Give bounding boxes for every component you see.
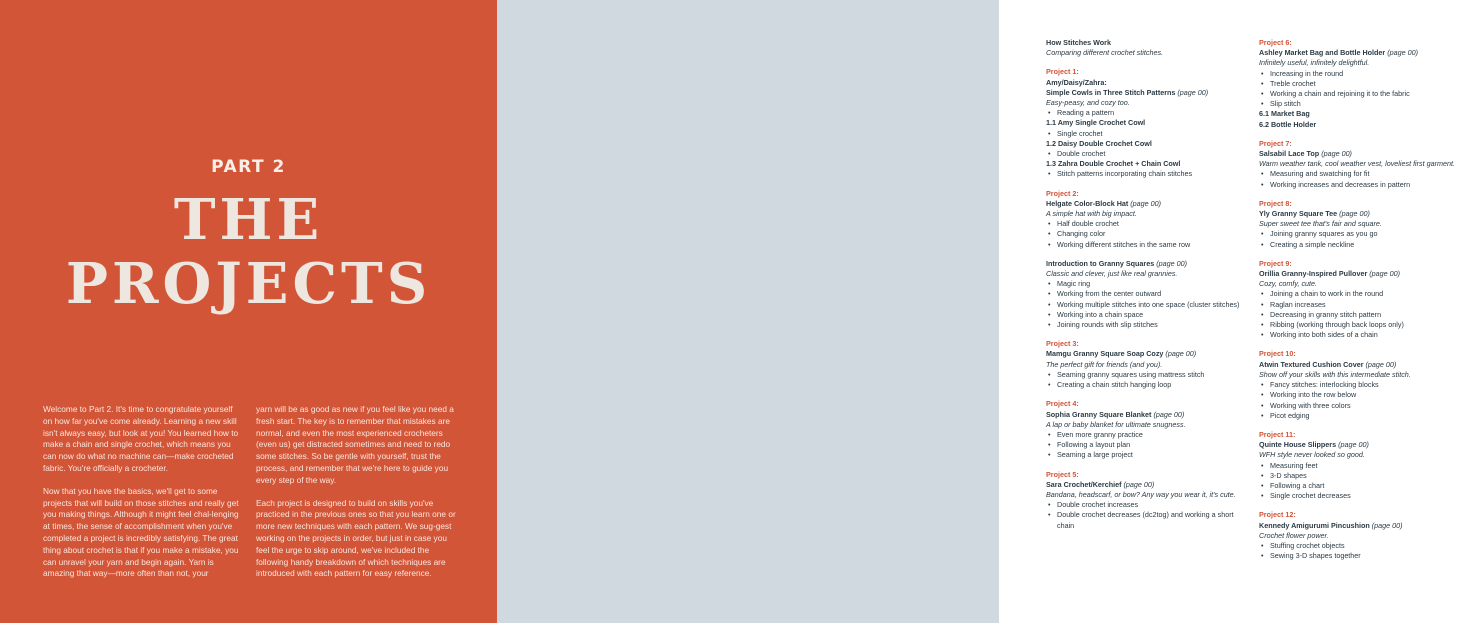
toc-entry	[1259, 510, 1459, 561]
toc-project-number: Project 4:	[1046, 399, 1079, 409]
toc-technique-list	[1046, 370, 1246, 390]
toc-title-text: Quinte House Slippers	[1259, 440, 1337, 450]
toc-project-number: Project 3:	[1046, 339, 1079, 349]
toc-project-number: Project 8:	[1259, 198, 1292, 208]
right-page	[497, 0, 1456, 623]
toc-technique-list	[1259, 541, 1459, 561]
toc-page-ref: (page 00)	[1177, 87, 1209, 97]
toc-entry	[1046, 259, 1246, 330]
toc-technique-item: • Increasing in the round	[1270, 69, 1459, 79]
title-line-1: THE	[173, 187, 324, 253]
toc-tagline: The perfect gift for friends (and you).	[1046, 359, 1163, 369]
toc-page-ref: (page 00)	[1156, 258, 1188, 268]
toc-technique-item: • Sewing 3-D shapes together	[1270, 551, 1459, 561]
toc-technique-item: • Decreasing in granny stitch pattern	[1270, 310, 1459, 320]
toc-entry	[1046, 399, 1246, 460]
toc-technique-item: • Working from the center outward	[1057, 289, 1246, 299]
toc-tagline: A simple hat with big impact.	[1046, 209, 1137, 219]
toc-entry-title	[1259, 360, 1459, 370]
toc-technique-item: • Joining granny squares as you go	[1270, 229, 1459, 239]
toc-column-right	[1259, 38, 1459, 570]
toc-entry-title	[1046, 199, 1246, 209]
part-label: PART 2	[211, 157, 286, 177]
toc-technique-item: • Working into a chain space	[1057, 310, 1246, 320]
toc-technique-item: • Measuring and swatching for fit	[1270, 169, 1459, 179]
toc-technique-item: • Raglan increases	[1270, 300, 1459, 310]
toc-entry	[1046, 67, 1246, 179]
intro-paragraph: Welcome to Part 2. It's time to congratulate yourself on how far you've come already. Learning a new skill isn't always easy, but look at you! You learned how to make a chain and single crochet, which means you can now do what no machine can—make crocheted fabric. You're officially a crocheter.	[43, 404, 239, 473]
toc-entry	[1046, 38, 1246, 58]
toc-subpattern: 1.2 Daisy Double Crochet Cowl	[1046, 138, 1152, 148]
toc-technique-list	[1259, 69, 1459, 110]
toc-tagline: Easy-peasy, and cozy too.	[1046, 98, 1130, 108]
toc-tagline: Super sweet tee that's fair and square.	[1259, 219, 1382, 229]
toc-technique-item: • Working multiple stitches into one space (cluster stitches)	[1057, 300, 1246, 310]
toc-entry-title	[1046, 259, 1246, 269]
toc-project-number: Project 12:	[1259, 510, 1296, 520]
toc-entry-title: Amy/Daisy/Zahra:	[1046, 77, 1107, 87]
toc-technique-item: • 3-D shapes	[1270, 471, 1459, 481]
intro-column-1	[43, 404, 243, 591]
toc-technique-list	[1259, 229, 1459, 249]
toc-tagline: Warm weather tank, cool weather vest, loveliest first garment.	[1259, 159, 1456, 169]
toc-technique-item: • Following a chart	[1270, 481, 1459, 491]
toc-project-number: Project 5:	[1046, 469, 1079, 479]
toc-technique-item: • Changing color	[1057, 229, 1246, 239]
toc-tagline: WFH style never looked so good.	[1259, 450, 1365, 460]
toc-page-ref: (page 00)	[1321, 149, 1352, 159]
toc-technique-item: • Treble crochet	[1270, 79, 1459, 89]
toc-technique-item: • Reading a pattern	[1057, 108, 1246, 118]
toc-entry	[1259, 349, 1459, 420]
toc-title-text: Sara Crochet/Kerchief	[1046, 479, 1122, 489]
toc-page-ref: (page 00)	[1371, 520, 1403, 530]
toc-technique-item: • Working different stitches in the same row	[1057, 240, 1246, 250]
intro-paragraph: Each project is designed to build on skills you've practiced in the previous ones so that you learn one or more new techniques with each pattern. We sug-gest working on the projects in order, but just in case you feel the urge to skip around, we've included the following handy breakdown of which techniques are introduced with each pattern for easy reference.	[256, 497, 456, 579]
toc-title-text: Orillia Granny-Inspired Pullover	[1259, 269, 1368, 279]
toc-title-text: Yly Granny Square Tee	[1259, 209, 1338, 219]
toc-technique-list	[1046, 129, 1246, 139]
toc-technique-item: • Seaming a large project	[1057, 450, 1246, 460]
toc-page-ref: (page 00)	[1365, 359, 1397, 369]
toc-tagline: Show off your skills with this intermediate stitch.	[1259, 369, 1411, 379]
toc-entry-title	[1046, 88, 1246, 98]
toc-technique-item: • Picot edging	[1270, 411, 1459, 421]
toc-entry-title	[1046, 480, 1246, 490]
toc-project-number: Project 1:	[1046, 67, 1079, 77]
toc-title-text: Mamgu Granny Square Soap Cozy	[1046, 349, 1164, 359]
toc-entry	[1259, 199, 1459, 250]
toc-technique-item: • Working with three colors	[1270, 401, 1459, 411]
toc-technique-item: • Working a chain and rejoining it to the fabric	[1270, 89, 1459, 99]
title-line-2: PROJECTS	[65, 251, 432, 317]
toc-title-text: How Stitches Work	[1046, 38, 1111, 47]
toc-technique-item: • Measuring feet	[1270, 461, 1459, 471]
toc-technique-item: • Stuffing crochet objects	[1270, 541, 1459, 551]
toc-entry-title	[1259, 209, 1459, 219]
toc-project-number: Project 10:	[1259, 349, 1296, 359]
toc-technique-list	[1259, 169, 1459, 189]
toc-title-text: Sophia Granny Square Blanket	[1046, 409, 1152, 419]
toc-title-text: Atwin Textured Cushion Cover	[1259, 359, 1364, 369]
toc-project-number: Project 6:	[1259, 38, 1292, 47]
toc-entry	[1259, 430, 1459, 501]
toc-technique-item: • Single crochet	[1057, 129, 1246, 139]
intro-paragraph: Now that you have the basics, we'll get to some projects that will build on those stitches and really get you making things. Although it might feel chal-lenging at times, the sense of accomplishment when you've completed a project is incredibly satisfying. The great thing about crochet is that if you make a mistake, you can unravel your yarn and begin again. Yarn is amazing that way—more often than not, your	[43, 485, 239, 579]
toc-page-ref: (page 00)	[1123, 479, 1155, 489]
toc-subpattern: 1.3 Zahra Double Crochet + Chain Cowl	[1046, 159, 1181, 169]
toc-technique-item: • Joining a chain to work in the round	[1270, 289, 1459, 299]
toc-technique-list	[1046, 500, 1246, 531]
toc-project-number: Project 7:	[1259, 138, 1292, 148]
toc-technique-item: • Slip stitch	[1270, 99, 1459, 109]
toc-technique-list	[1259, 380, 1459, 421]
toc-technique-list	[1046, 279, 1246, 330]
toc-page-ref: (page 00)	[1153, 409, 1185, 419]
toc-technique-item: • Working increases and decreases in pattern	[1270, 180, 1459, 190]
toc-project-number: Project 9:	[1259, 258, 1292, 268]
toc-title-text: Kennedy Amigurumi Pincushion	[1259, 520, 1370, 530]
toc-technique-item: • Single crochet decreases	[1270, 491, 1459, 501]
toc-technique-list	[1259, 461, 1459, 502]
intro-column-2	[256, 404, 458, 591]
toc-page-ref: (page 00)	[1338, 440, 1369, 450]
toc-technique-list	[1046, 149, 1246, 159]
toc-title-text: Simple Cowls in Three Stitch Patterns	[1046, 87, 1176, 97]
toc-entry-title	[1259, 149, 1459, 159]
toc-technique-item: • Working into the row below	[1270, 390, 1459, 400]
toc-tagline: Comparing different crochet stitches.	[1046, 48, 1164, 58]
toc-entry	[1046, 339, 1246, 390]
toc-title-text: Ashley Market Bag and Bottle Holder	[1259, 48, 1386, 58]
toc-entry-title	[1259, 440, 1459, 450]
toc-tagline: Bandana, headscarf, or bow? Any way you wear it, it's cute.	[1046, 489, 1236, 499]
toc-tagline: A lap or baby blanket for ultimate snugness.	[1046, 419, 1186, 429]
toc-tagline: Classic and clever, just like real grannies.	[1046, 269, 1178, 279]
toc-entry	[1259, 139, 1459, 190]
toc-technique-item: • Seaming granny squares using mattress stitch	[1057, 370, 1246, 380]
toc-title-text: Salsabil Lace Top	[1259, 149, 1320, 159]
left-page	[0, 0, 497, 623]
toc-entry-title	[1046, 349, 1246, 359]
toc-subpattern: 6.2 Bottle Holder	[1259, 119, 1317, 129]
toc-tagline: Cozy, comfy, cute.	[1259, 279, 1318, 289]
toc-technique-list	[1046, 430, 1246, 461]
toc-entry-title	[1259, 521, 1459, 531]
toc-technique-list	[1046, 169, 1246, 179]
toc-page-ref: (page 00)	[1165, 349, 1197, 359]
toc-page-ref: (page 00)	[1339, 209, 1370, 219]
toc-technique-item: • Fancy stitches: interlocking blocks	[1270, 380, 1459, 390]
toc-technique-item: • Double crochet decreases (dc2tog) and working a short chain	[1057, 510, 1246, 530]
toc-technique-item: • Creating a chain stitch hanging loop	[1057, 380, 1246, 390]
toc-entry	[1046, 189, 1246, 250]
toc-technique-item: • Creating a simple neckline	[1270, 240, 1459, 250]
toc-entry-title	[1046, 38, 1246, 48]
toc-project-number: Project 11:	[1259, 429, 1296, 439]
toc-technique-item: • Half double crochet	[1057, 219, 1246, 229]
toc-technique-item: • Ribbing (working through back loops only)	[1270, 320, 1459, 330]
toc-technique-list	[1046, 108, 1246, 118]
toc-entry-title	[1259, 269, 1459, 279]
toc-technique-item: • Double crochet	[1057, 149, 1246, 159]
toc-page-ref: (page 00)	[1369, 269, 1401, 279]
toc-subpattern: 1.1 Amy Single Crochet Cowl	[1046, 118, 1146, 128]
toc-technique-item: • Magic ring	[1057, 279, 1246, 289]
toc-project-number: Project 2:	[1046, 188, 1079, 198]
toc-title-text: Helgate Color-Block Hat	[1046, 198, 1129, 208]
toc-page-ref: (page 00)	[1387, 48, 1418, 58]
toc-technique-list	[1259, 289, 1459, 340]
toc-technique-item: • Working into both sides of a chain	[1270, 330, 1459, 340]
toc-technique-item: • Even more granny practice	[1057, 430, 1246, 440]
toc-subpattern: 6.1 Market Bag	[1259, 109, 1310, 119]
toc-entry	[1046, 470, 1246, 531]
toc-tagline: Infinitely useful, infinitely delightful.	[1259, 58, 1370, 68]
intro-paragraph: yarn will be as good as new if you feel like you need a fresh start. The key is to remember that mistakes are normal, and even the most experienced crocheters (even us) get distracted sometimes and need to redo some stitches. So be gentle with yourself, trust the process, and remember that we're here to guide you every step of the way.	[256, 404, 454, 485]
toc-tagline: Crochet flower power.	[1259, 530, 1329, 540]
toc-entry	[1259, 38, 1459, 130]
toc-entry	[1259, 259, 1459, 341]
toc-column-left	[1046, 38, 1246, 540]
toc-technique-item: • Joining rounds with slip stitches	[1057, 320, 1246, 330]
toc-technique-item: • Stitch patterns incorporating chain stitches	[1057, 169, 1246, 179]
toc-technique-item: • Following a layout plan	[1057, 440, 1246, 450]
toc-page-ref: (page 00)	[1130, 198, 1162, 208]
toc-title-text: Introduction to Granny Squares	[1046, 258, 1155, 268]
toc-technique-item: • Double crochet increases	[1057, 500, 1246, 510]
toc-technique-list	[1046, 219, 1246, 250]
toc-entry-title	[1046, 410, 1246, 420]
toc-entry-title	[1259, 48, 1459, 58]
